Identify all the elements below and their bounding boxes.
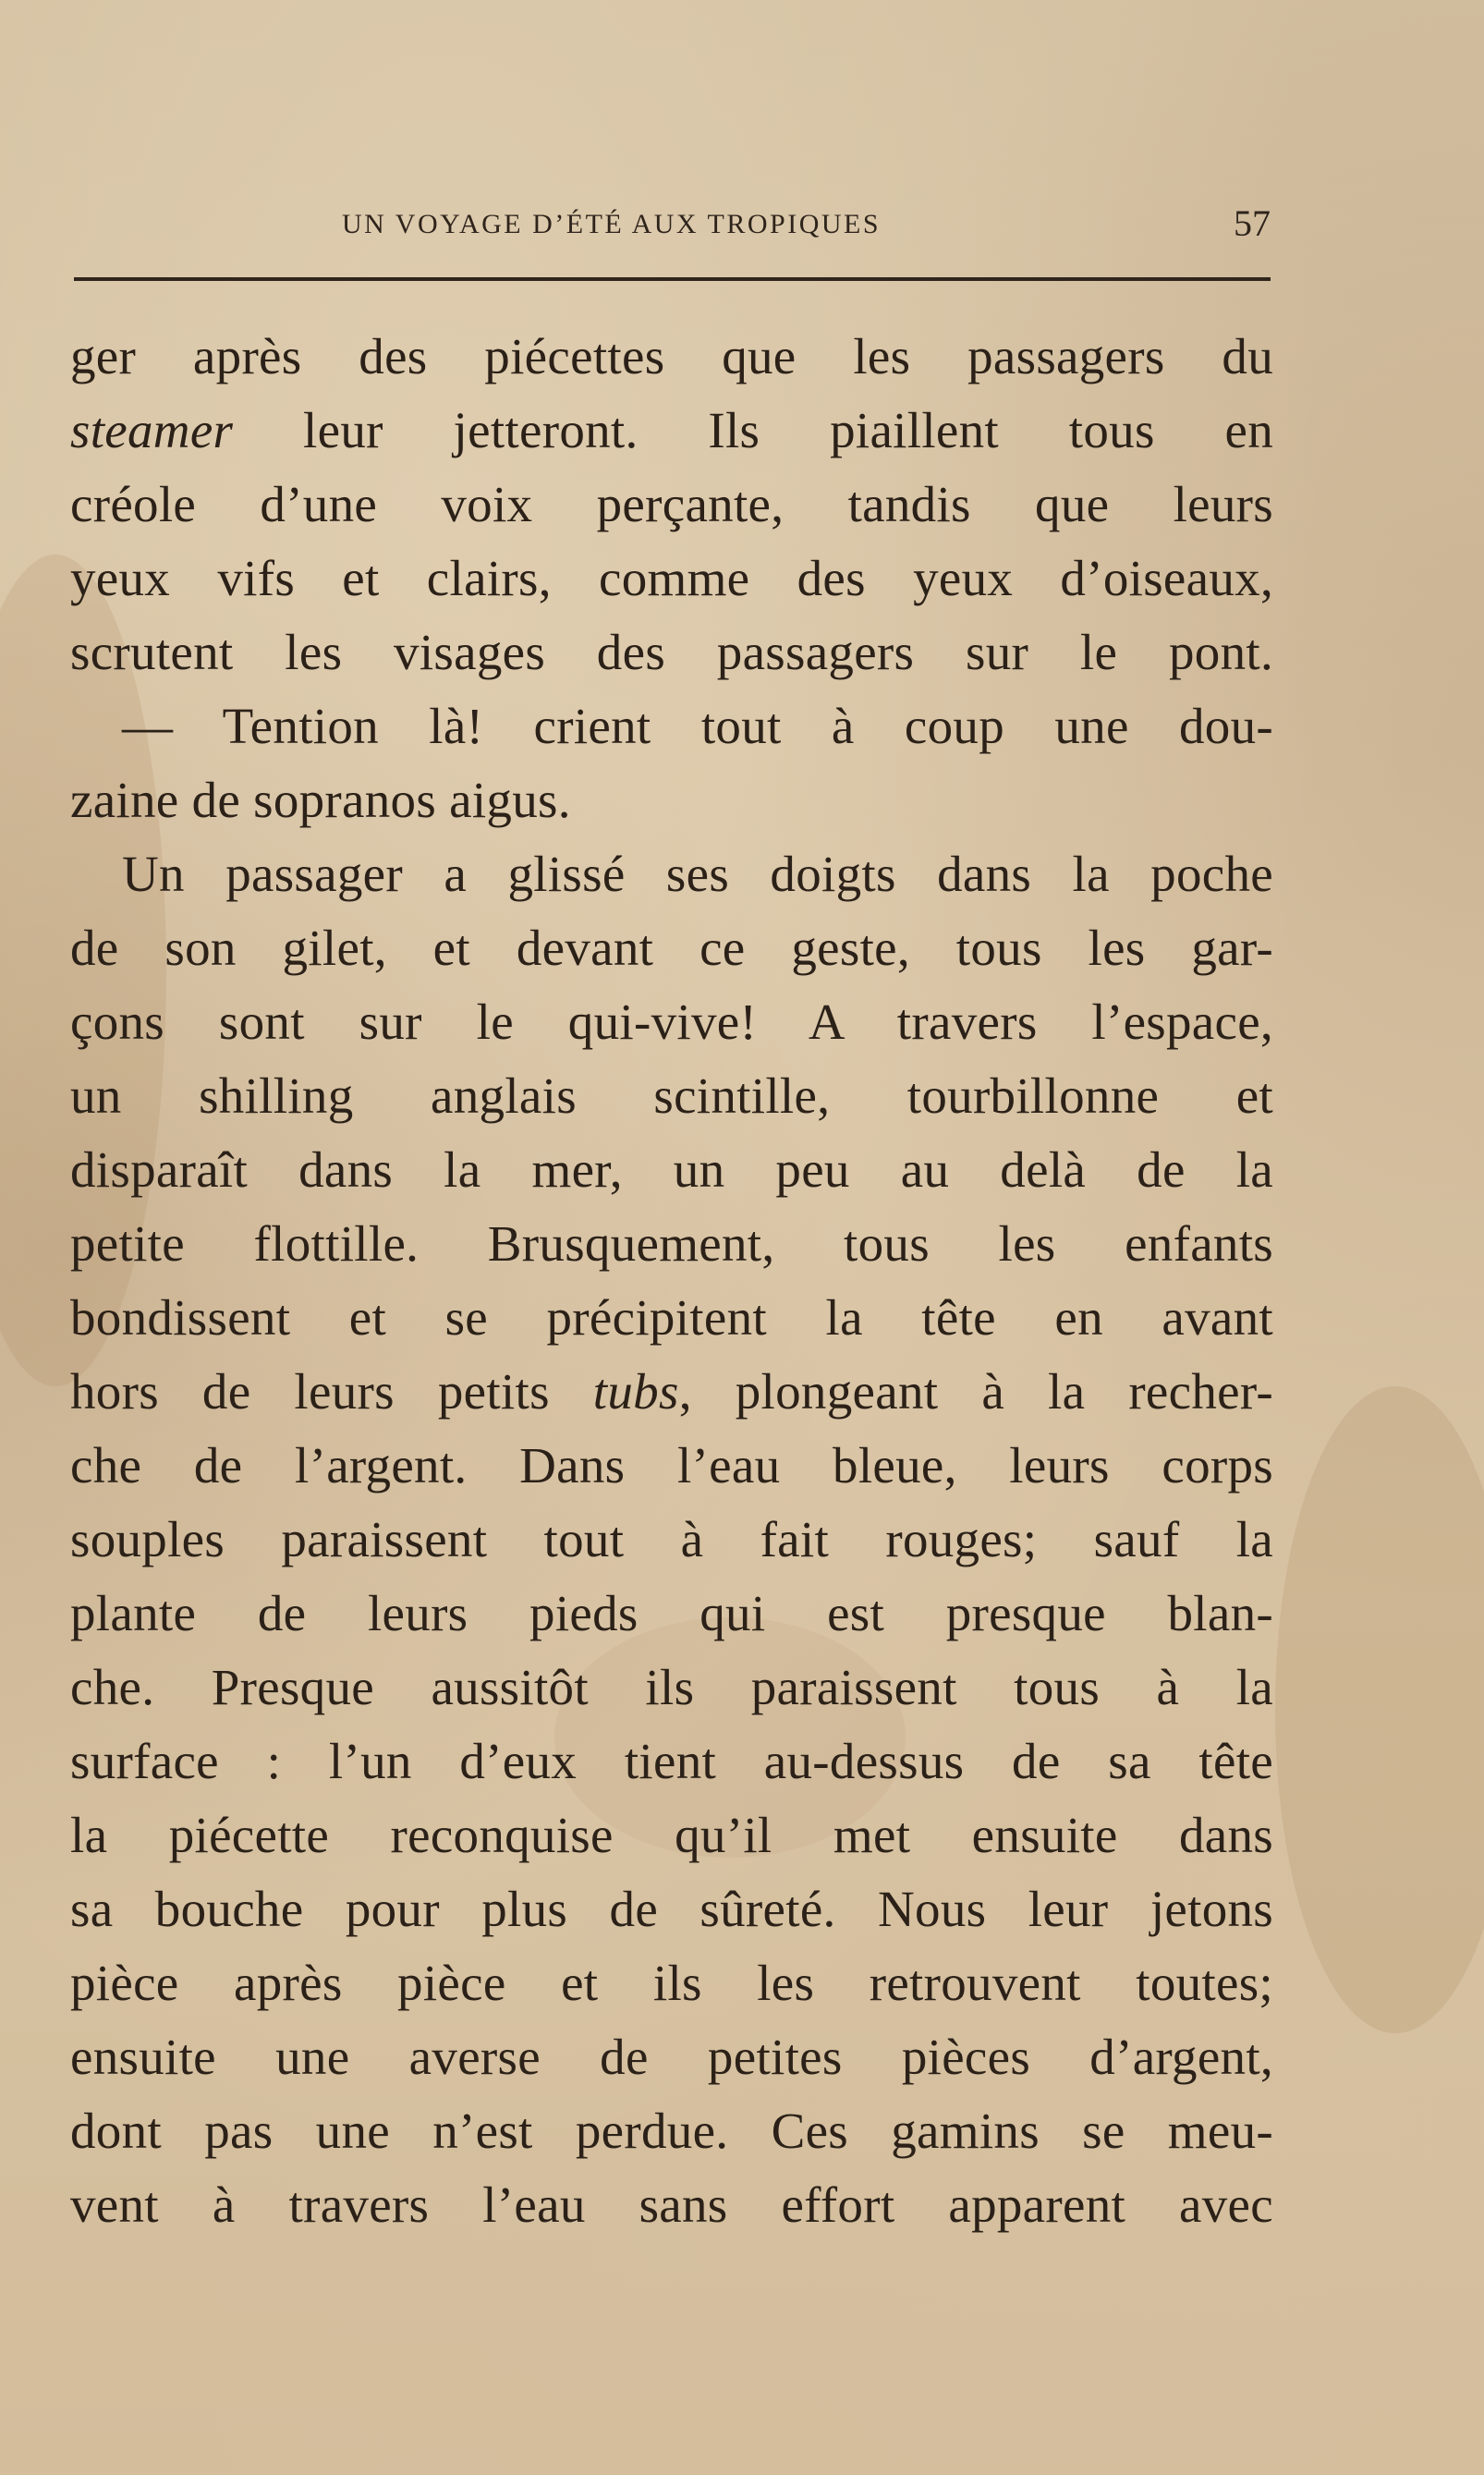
text-line: dont pas une n’est perdue. Ces gamins se meu- [70,2103,1273,2159]
text-line: che. Presque aussitôt ils paraissent tous à la [70,1659,1273,1715]
text-line: che de l’argent. Dans l’eau bleue, leurs corps [70,1437,1273,1494]
text-line [70,394,1273,468]
text-line: la piécette reconquise qu’il met ensuite dans [70,1807,1273,1863]
text-line: plante de leurs pieds qui est presque blan- [70,1585,1273,1641]
header-rule [74,277,1271,281]
body-text [70,320,1273,2242]
text-line-rest: leur jetteront. Ils piaillent tous en [233,402,1273,458]
text-line: vent à travers l’eau sans effort apparent avec [70,2176,1273,2233]
text-line: souples paraissent tout à fait rouges; sauf la [70,1511,1273,1567]
page-number: 57 [1234,202,1271,244]
text-line: petite flottille. Brusquement, tous les enfants [70,1215,1273,1272]
running-header [74,200,1271,255]
text-line: ger après des piécettes que les passagers du [70,328,1273,384]
text-line: yeux vifs et clairs, comme des yeux d’oiseaux, [70,550,1273,606]
text-line: çons sont sur le qui-vive! A travers l’espace, [70,994,1273,1050]
text-line [70,1355,1273,1429]
paper-stain [1275,1386,1484,2033]
text-line: un shilling anglais scintille, tourbillonne et [70,1067,1273,1124]
text-line-rest: , plongeant à la recher- [678,1363,1273,1420]
text-line: scrutent les visages des passagers sur le pont. [70,624,1273,680]
italic-word: tubs [592,1363,679,1420]
text-line: surface : l’un d’eux tient au-dessus de sa tête [70,1733,1273,1789]
text-line: — Tention là! crient tout à coup une dou- [122,698,1273,754]
text-line: créole d’une voix perçante, tandis que leurs [70,476,1273,532]
italic-word: steamer [70,402,234,458]
text-line: pièce après pièce et ils les retrouvent toutes; [70,1955,1273,2011]
text-line-start: hors de leurs petits [70,1363,593,1420]
text-line: Un passager a glissé ses doigts dans la poche [122,846,1273,902]
text-line: zaine de sopranos aigus. [70,772,571,828]
text-line: sa bouche pour plus de sûreté. Nous leur jetons [70,1881,1273,1937]
running-title: UN VOYAGE D’ÉTÉ AUX TROPIQUES [342,209,882,239]
text-line: ensuite une averse de petites pièces d’argent, [70,2029,1273,2085]
text-line: disparaît dans la mer, un peu au delà de la [70,1141,1273,1198]
text-line: bondissent et se précipitent la tête en avant [70,1289,1273,1346]
text-line: de son gilet, et devant ce geste, tous les gar- [70,920,1273,976]
